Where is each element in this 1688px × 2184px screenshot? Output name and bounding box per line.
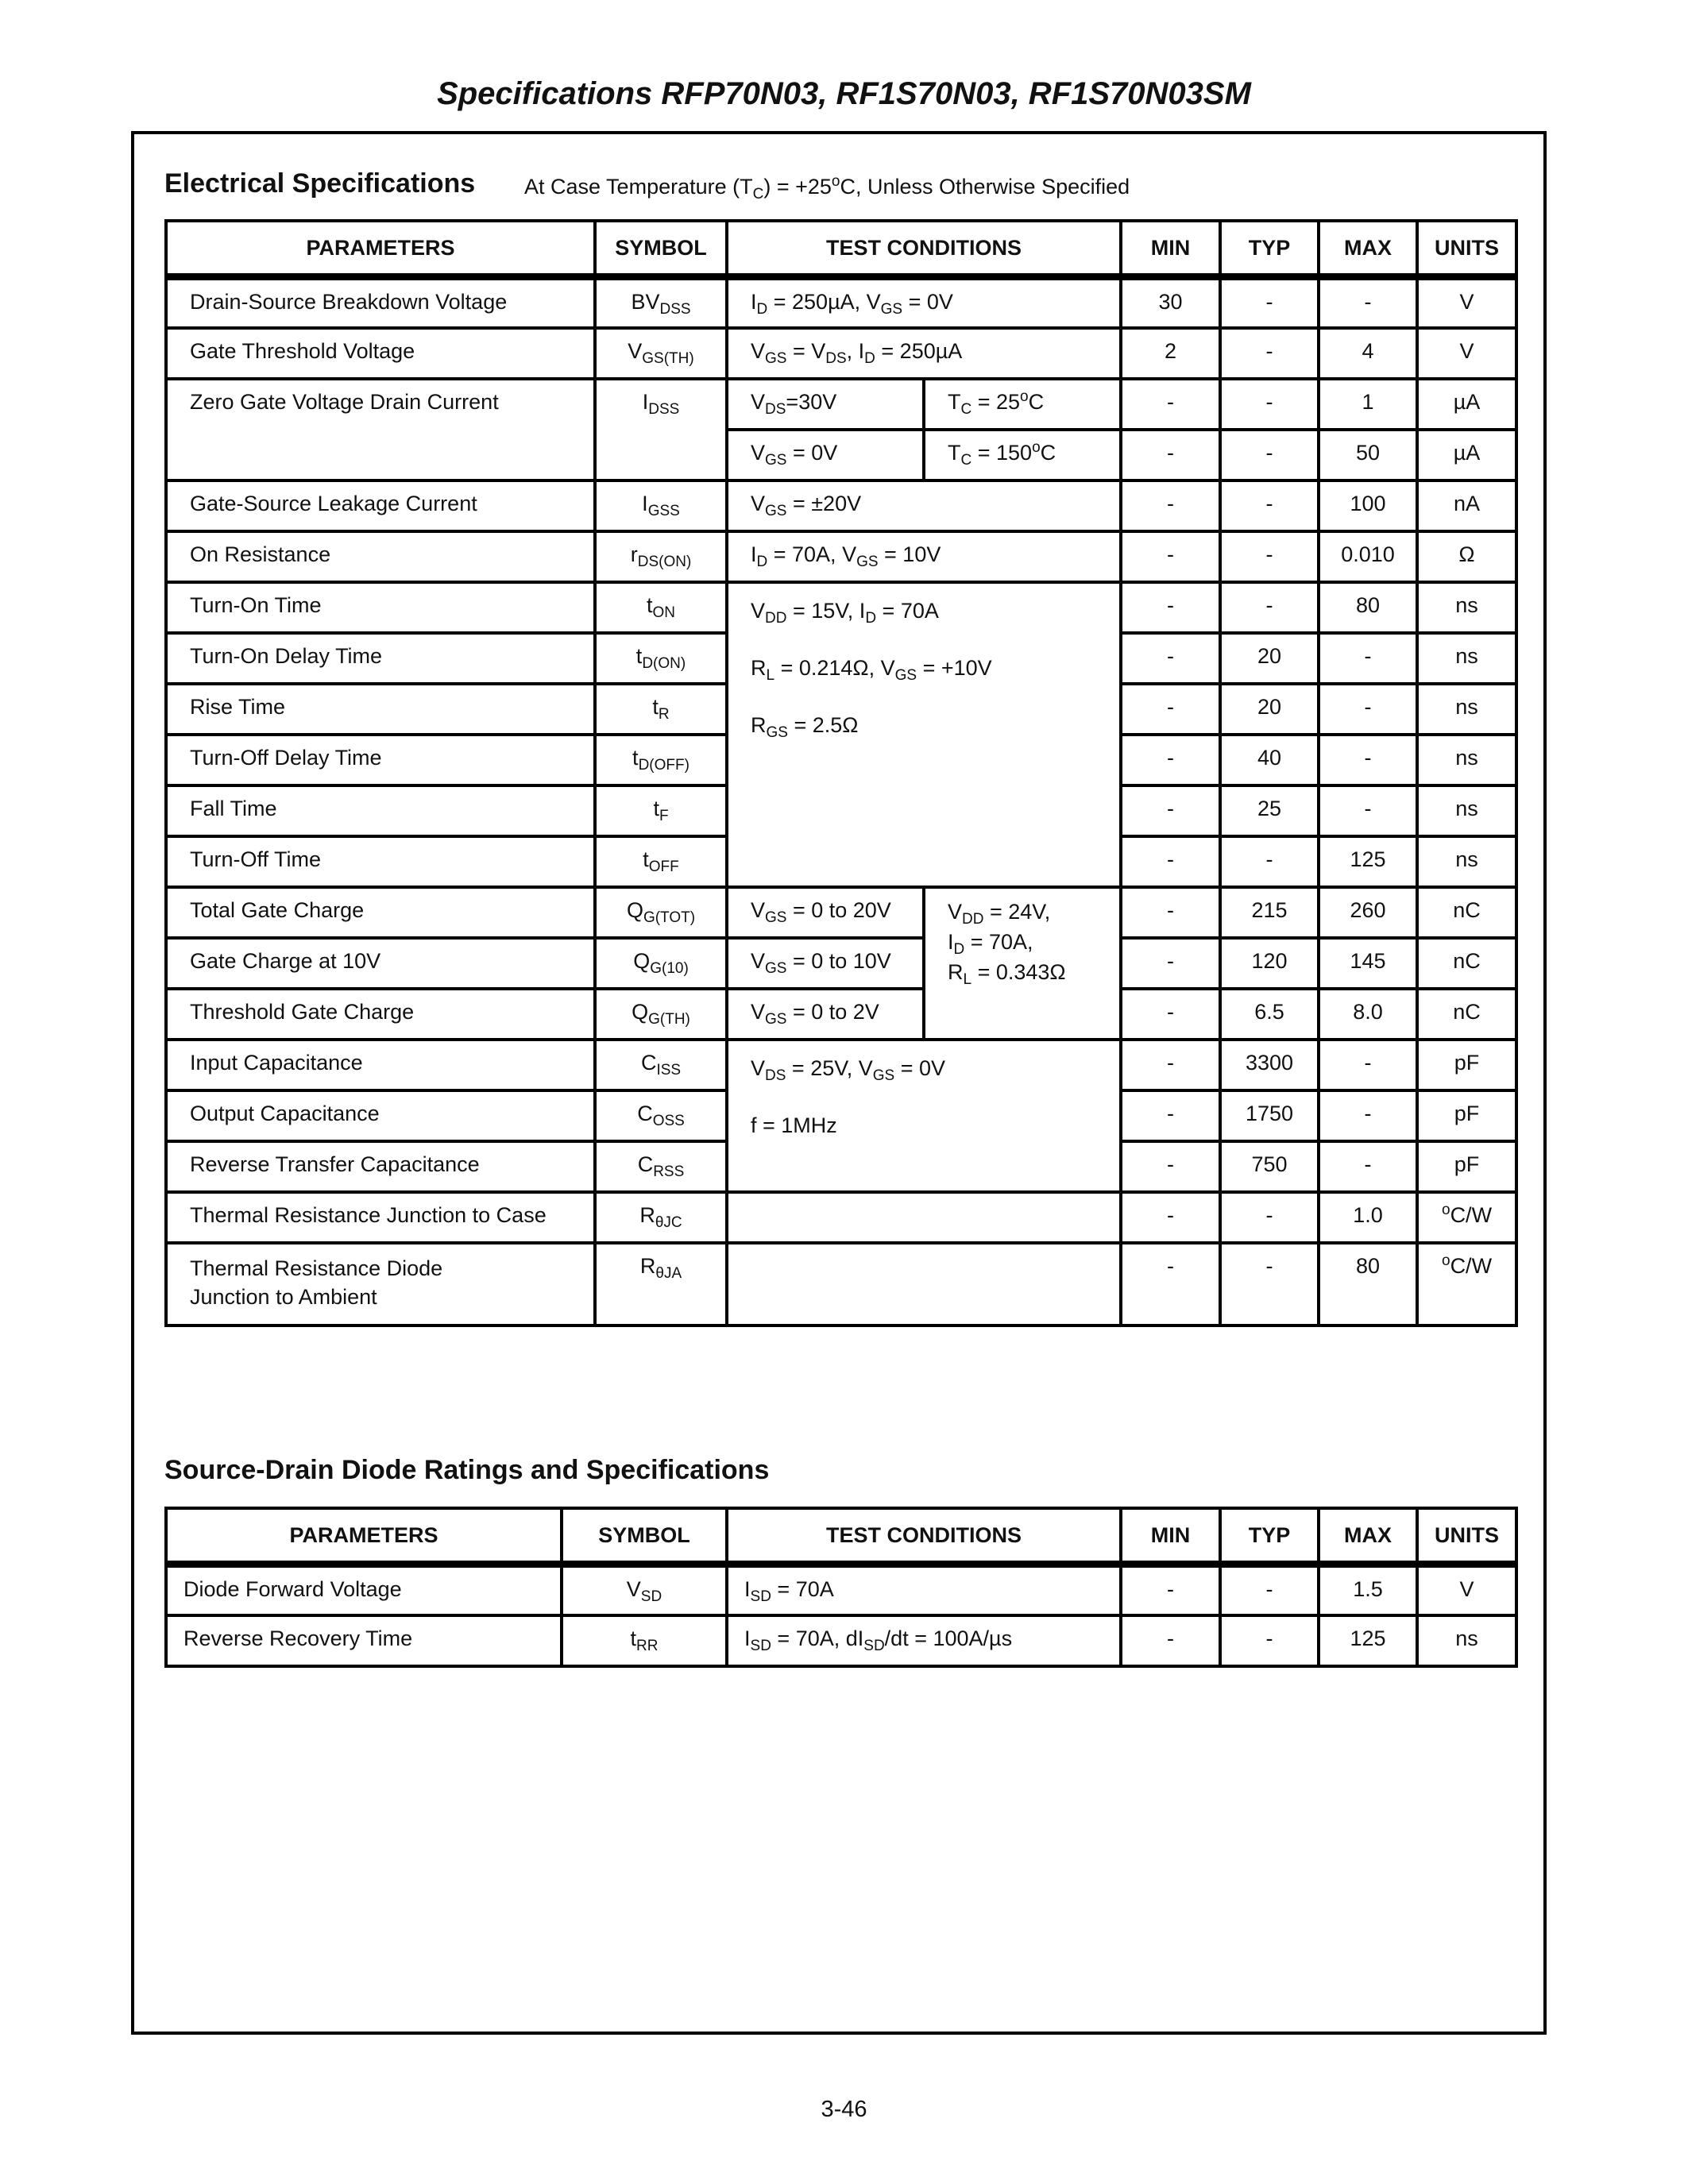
table-row <box>166 989 1516 1040</box>
min-cell: - <box>1121 989 1220 1040</box>
table-row <box>166 480 1516 531</box>
table-header-row <box>166 221 1516 277</box>
symbol-cell: $R_{\theta JA}$ <box>595 1243 727 1325</box>
header-max: MAX <box>1319 1508 1417 1565</box>
min-cell: - <box>1121 1141 1220 1192</box>
min-cell: 2 <box>1121 328 1220 379</box>
max-cell: - <box>1319 1090 1417 1141</box>
condition-cell: $I_D = 70A$, $V_{GS} = 10V$ <box>727 531 1121 582</box>
header-test-conditions: TEST CONDITIONS <box>727 1508 1121 1565</box>
min-cell: - <box>1121 1615 1220 1666</box>
table-row <box>166 328 1516 379</box>
condition-cell: $I_{SD} = 70A$, $dI_{SD}/dt = 100A/\mu s$ <box>727 1615 1121 1666</box>
table-row <box>166 938 1516 989</box>
param-cell: Reverse Recovery Time <box>166 1615 562 1666</box>
typ-cell: 120 <box>1220 938 1319 989</box>
units-cell: Ω <box>1417 531 1516 582</box>
table-row <box>166 1040 1516 1090</box>
typ-cell: - <box>1220 430 1319 480</box>
table-row <box>166 887 1516 938</box>
min-cell: - <box>1121 785 1220 836</box>
units-cell: V <box>1417 328 1516 379</box>
max-cell: 125 <box>1319 836 1417 887</box>
typ-cell: - <box>1220 1615 1319 1666</box>
gate-charge-condition-3: $R_L = 0.343\Omega$ <box>948 959 1066 988</box>
typ-cell: - <box>1220 277 1319 328</box>
param-cell: On Resistance <box>166 531 595 582</box>
symbol-cell: $t_{ON}$ <box>595 582 727 633</box>
max-cell: 50 <box>1319 430 1417 480</box>
symbol-cell: $r_{DS(ON)}$ <box>595 531 727 582</box>
units-cell: µA <box>1417 430 1516 480</box>
symbol-cell: $R_{\theta JC}$ <box>595 1192 727 1243</box>
param-cell: Zero Gate Voltage Drain Current <box>166 379 595 480</box>
min-cell: - <box>1121 582 1220 633</box>
table-row <box>166 1192 1516 1243</box>
typ-cell: - <box>1220 480 1319 531</box>
condition-cell <box>727 1192 1121 1243</box>
typ-cell: 3300 <box>1220 1040 1319 1090</box>
max-cell: - <box>1319 735 1417 785</box>
symbol-cell: $t_R$ <box>595 684 727 735</box>
typ-cell: 25 <box>1220 785 1319 836</box>
table-row <box>166 582 1516 633</box>
table-row <box>166 1615 1516 1666</box>
max-cell: 1.5 <box>1319 1565 1417 1615</box>
condition-cell: $V_{GS} = \pm 20V$ <box>727 480 1121 531</box>
condition-cell: $V_{GS} = 0$ to 2V <box>727 989 924 1040</box>
table-row <box>166 379 1516 430</box>
min-cell: - <box>1121 836 1220 887</box>
header-min: MIN <box>1121 221 1220 277</box>
param-cell: Rise Time <box>166 684 595 735</box>
param-cell: Fall Time <box>166 785 595 836</box>
symbol-cell: $C_{OSS}$ <box>595 1090 727 1141</box>
page-number: 3-46 <box>821 2097 867 2122</box>
header-parameters: PARAMETERS <box>166 221 595 277</box>
units-cell: µA <box>1417 379 1516 430</box>
param-cell: Drain-Source Breakdown Voltage <box>166 277 595 328</box>
typ-cell: 6.5 <box>1220 989 1319 1040</box>
max-cell: 1 <box>1319 379 1417 430</box>
min-cell: - <box>1121 379 1220 430</box>
max-cell: - <box>1319 277 1417 328</box>
symbol-cell: $Q_{G(TOT)}$ <box>595 887 727 938</box>
param-cell: Gate-Source Leakage Current <box>166 480 595 531</box>
param-cell: Input Capacitance <box>166 1040 595 1090</box>
units-cell: V <box>1417 277 1516 328</box>
units-cell: nA <box>1417 480 1516 531</box>
diode-table <box>164 1507 1518 1668</box>
gate-charge-condition-2: $I_D = 70A$, <box>948 929 1033 958</box>
symbol-cell: $t_{D(ON)}$ <box>595 633 727 684</box>
electrical-note: At Case Temperature $(T_C) = +25^oC$, Unless Otherwise Specified <box>524 173 1130 203</box>
capacitance-condition-1: $V_{DS} = 25V$, $V_{GS} = 0V$ <box>751 1055 946 1084</box>
max-cell: 145 <box>1319 938 1417 989</box>
table-row <box>166 531 1516 582</box>
units-cell: nC <box>1417 989 1516 1040</box>
typ-cell: - <box>1220 1243 1319 1325</box>
condition-cell: $V_{GS} = 0$ to 10V <box>727 938 924 989</box>
units-cell: ns <box>1417 785 1516 836</box>
gate-charge-condition-1: $V_{DD} = 24V$, <box>948 899 1051 928</box>
max-cell: - <box>1319 1141 1417 1192</box>
param-cell: Turn-On Delay Time <box>166 633 595 684</box>
param-cell: Turn-On Time <box>166 582 595 633</box>
max-cell: 260 <box>1319 887 1417 938</box>
units-cell: pF <box>1417 1141 1516 1192</box>
condition-cell: $V_{DS}=30V$ <box>727 379 924 430</box>
max-cell: 80 <box>1319 1243 1417 1325</box>
typ-cell: 215 <box>1220 887 1319 938</box>
param-cell: Threshold Gate Charge <box>166 989 595 1040</box>
max-cell: - <box>1319 1040 1417 1090</box>
header-min: MIN <box>1121 1508 1220 1565</box>
header-units: UNITS <box>1417 1508 1516 1565</box>
units-cell: ns <box>1417 633 1516 684</box>
min-cell: - <box>1121 480 1220 531</box>
header-parameters: PARAMETERS <box>166 1508 562 1565</box>
condition-cell: $T_C = 25^oC$ <box>924 379 1121 430</box>
max-cell: 4 <box>1319 328 1417 379</box>
units-cell: ns <box>1417 1615 1516 1666</box>
switching-condition-1: $V_{DD} = 15V$, $I_D = 70A$ <box>751 598 939 627</box>
min-cell: - <box>1121 735 1220 785</box>
typ-cell: - <box>1220 531 1319 582</box>
switching-condition-3: $R_{GS} = 2.5\Omega$ <box>751 712 859 741</box>
typ-cell: - <box>1220 1192 1319 1243</box>
typ-cell: - <box>1220 328 1319 379</box>
typ-cell: 750 <box>1220 1141 1319 1192</box>
typ-cell: 40 <box>1220 735 1319 785</box>
units-cell: V <box>1417 1565 1516 1615</box>
typ-cell: 20 <box>1220 633 1319 684</box>
capacitance-condition-2: f = 1MHz <box>751 1113 837 1137</box>
symbol-cell: $Q_{G(TH)}$ <box>595 989 727 1040</box>
symbol-cell: $t_F$ <box>595 785 727 836</box>
header-units: UNITS <box>1417 221 1516 277</box>
min-cell: - <box>1121 684 1220 735</box>
units-cell: ns <box>1417 684 1516 735</box>
condition-cell: $V_{GS} = 0$ to 20V <box>727 887 924 938</box>
header-typ: TYP <box>1220 221 1319 277</box>
symbol-cell: $V_{SD}$ <box>562 1565 727 1615</box>
header-symbol: SYMBOL <box>595 221 727 277</box>
switching-condition-2: $R_L = 0.214\Omega$, $V_{GS} = +10V$ <box>751 655 992 684</box>
condition-cell: $T_C = 150^oC$ <box>924 430 1121 480</box>
symbol-cell: $t_{D(OFF)}$ <box>595 735 727 785</box>
min-cell: - <box>1121 887 1220 938</box>
max-cell: - <box>1319 785 1417 836</box>
symbol-cell: $C_{ISS}$ <box>595 1040 727 1090</box>
units-cell: nC <box>1417 887 1516 938</box>
symbol-cell: $V_{GS(TH)}$ <box>595 328 727 379</box>
symbol-cell: $t_{RR}$ <box>562 1615 727 1666</box>
min-cell: - <box>1121 531 1220 582</box>
typ-cell: - <box>1220 1565 1319 1615</box>
param-cell: Thermal Resistance Diode Junction to Ambient <box>166 1243 595 1325</box>
units-cell: $^o$C/W <box>1417 1192 1516 1243</box>
symbol-cell: $t_{OFF}$ <box>595 836 727 887</box>
min-cell: - <box>1121 1565 1220 1615</box>
symbol-cell: $Q_{G(10)}$ <box>595 938 727 989</box>
min-cell: - <box>1121 1090 1220 1141</box>
typ-cell: - <box>1220 379 1319 430</box>
typ-cell: 20 <box>1220 684 1319 735</box>
min-cell: 30 <box>1121 277 1220 328</box>
header-max: MAX <box>1319 221 1417 277</box>
max-cell: - <box>1319 684 1417 735</box>
min-cell: - <box>1121 1192 1220 1243</box>
param-cell: Output Capacitance <box>166 1090 595 1141</box>
table-row <box>166 1243 1516 1325</box>
units-cell: ns <box>1417 735 1516 785</box>
units-cell: ns <box>1417 582 1516 633</box>
min-cell: - <box>1121 1243 1220 1325</box>
electrical-heading: Electrical Specifications <box>164 168 476 199</box>
units-cell: nC <box>1417 938 1516 989</box>
param-cell: Gate Threshold Voltage <box>166 328 595 379</box>
units-cell: $^o$C/W <box>1417 1243 1516 1325</box>
symbol-cell: $I_{DSS}$ <box>595 379 727 480</box>
header-typ: TYP <box>1220 1508 1319 1565</box>
param-cell: Diode Forward Voltage <box>166 1565 562 1615</box>
units-cell: pF <box>1417 1040 1516 1090</box>
param-cell: Reverse Transfer Capacitance <box>166 1141 595 1192</box>
typ-cell: - <box>1220 582 1319 633</box>
param-cell: Total Gate Charge <box>166 887 595 938</box>
capacitance-conditions-cell <box>727 1040 1121 1192</box>
max-cell: - <box>1319 633 1417 684</box>
condition-cell: $I_{SD} = 70A$ <box>727 1565 1121 1615</box>
max-cell: 100 <box>1319 480 1417 531</box>
param-cell: Turn-Off Delay Time <box>166 735 595 785</box>
typ-cell: - <box>1220 836 1319 887</box>
condition-cell: $V_{GS} = V_{DS}$, $I_D = 250\mu A$ <box>727 328 1121 379</box>
symbol-cell: $I_{GSS}$ <box>595 480 727 531</box>
max-cell: 1.0 <box>1319 1192 1417 1243</box>
condition-cell <box>727 1243 1121 1325</box>
condition-cell: $I_D = 250\mu A$, $V_{GS} = 0V$ <box>727 277 1121 328</box>
max-cell: 80 <box>1319 582 1417 633</box>
max-cell: 8.0 <box>1319 989 1417 1040</box>
symbol-cell: $C_{RSS}$ <box>595 1141 727 1192</box>
switching-conditions-cell <box>727 582 1121 887</box>
diode-heading: Source-Drain Diode Ratings and Specifications <box>164 1455 770 1485</box>
header-test-conditions: TEST CONDITIONS <box>727 221 1121 277</box>
param-cell: Thermal Resistance Junction to Case <box>166 1192 595 1243</box>
page-title: Specifications RFP70N03, RF1S70N03, RF1S70N03SM <box>437 76 1251 111</box>
header-symbol: SYMBOL <box>562 1508 727 1565</box>
min-cell: - <box>1121 633 1220 684</box>
param-cell: Turn-Off Time <box>166 836 595 887</box>
min-cell: - <box>1121 938 1220 989</box>
units-cell: pF <box>1417 1090 1516 1141</box>
param-cell: Gate Charge at 10V <box>166 938 595 989</box>
electrical-table <box>164 219 1518 1327</box>
max-cell: 0.010 <box>1319 531 1417 582</box>
table-row <box>166 1565 1516 1615</box>
symbol-cell: $BV_{DSS}$ <box>595 277 727 328</box>
units-cell: ns <box>1417 836 1516 887</box>
table-row <box>166 277 1516 328</box>
max-cell: 125 <box>1319 1615 1417 1666</box>
table-header-row <box>166 1508 1516 1565</box>
min-cell: - <box>1121 1040 1220 1090</box>
gate-charge-conditions-cell <box>924 887 1121 1040</box>
condition-cell: $V_{GS} = 0V$ <box>727 430 924 480</box>
typ-cell: 1750 <box>1220 1090 1319 1141</box>
min-cell: - <box>1121 430 1220 480</box>
